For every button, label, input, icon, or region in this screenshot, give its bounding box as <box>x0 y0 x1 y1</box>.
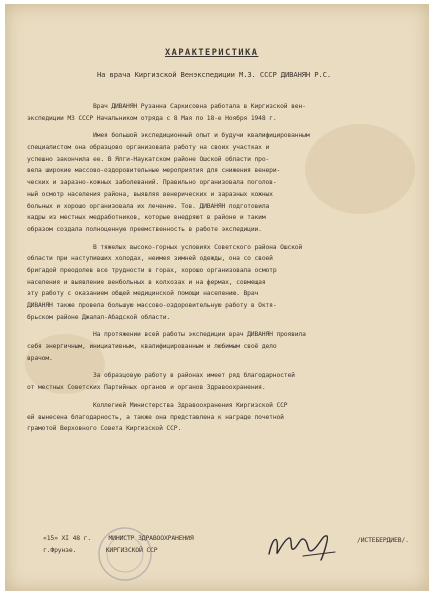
text-line: В тяжелых высоко-горных условиях Советского района Ошской <box>93 243 303 251</box>
approved-name: /ИСТЕБЕРДИЕВ/. <box>357 536 409 544</box>
text-line: от местных Советских Партийных органов и органов Здравоохранения. <box>27 384 266 392</box>
text-line: грамотой Верховного Совета Киргизской ССР. <box>27 425 182 433</box>
paragraph <box>27 329 419 364</box>
document-footer <box>43 532 194 556</box>
text-line: успешно закончила ее. В Ялги-Наукатском районе Ошской области про- <box>27 155 270 163</box>
paragraph <box>27 370 419 393</box>
text-line: Имея большой экспедиционный опыт и будучи квалифицированным <box>93 132 310 140</box>
handwritten-signature <box>263 526 343 571</box>
paragraph <box>27 242 419 324</box>
document-sheet <box>5 4 429 591</box>
text-line: эту работу с оказанием общей медицинской помощи населению. Врач <box>27 290 259 298</box>
text-line: населения и выявление венбольных в колхозах и на фермах, совмещая <box>27 278 266 286</box>
text-line: себя энергичным, инициативным, квалифицированным и любимым своё дело <box>27 343 277 351</box>
text-line: вела широкие массово-оздоровительные мероприятия для снижения венери- <box>27 167 281 175</box>
text-line: кадры из местных медработников, которые внедряют в районе и таким <box>27 214 266 222</box>
text-line: Врач ДИВАНЯН Рузанна Саркисовна работала в Киргизской вен- <box>93 103 306 110</box>
footer-city: г.Фрунзе. <box>43 546 77 554</box>
text-line: Коллегией Министерства Здравоохранения Киргизской ССР <box>93 401 288 409</box>
text-line: брьском районе Джалал-Абадской области. <box>27 313 171 321</box>
paragraph <box>27 130 419 235</box>
text-line: бригадой преодолев все трудности в горах, хорошо организовала осмотр <box>27 266 277 274</box>
paragraph <box>27 400 419 435</box>
text-line: экспедиции МЗ СССР Начальником отряда с 8 Мая по 18-е Ноября 1948 г. <box>27 114 277 122</box>
paragraph <box>27 101 419 124</box>
signature-icon <box>263 526 343 566</box>
text-line: области при наступивших холодах, неимея зимней одежды, она со своей <box>27 255 273 263</box>
footer-position-line2: КИРГИЗСКОЙ ССР <box>105 546 158 554</box>
document-body <box>27 101 419 435</box>
footer-position-line1: МИНИСТР ЗДРАВООХРАНЕНИЯ <box>108 534 194 542</box>
text-line: ДИВАНЯН также провела большую массово-оздоровительную работу в Октя- <box>27 302 277 309</box>
document-title: ХАРАКТЕРИСТИКА <box>165 48 259 58</box>
text-line: ей вынесена благодарность, а также она представлена к награде почетной <box>27 413 284 421</box>
text-line: ный осмотр населения района, выявляя венерических и заразных кожных <box>27 190 273 198</box>
text-line: врачом. <box>27 354 53 362</box>
text-line: За образцовую работу в районах имеет ряд благодарностей <box>93 372 295 380</box>
text-line: больных и хорошо организовала их лечение. Тов. ДИВАНЯН подготовила <box>27 202 270 210</box>
text-line: специалистом она образцово организовала работу на своих участках и <box>27 144 270 152</box>
footer-date: «15» XI 48 г. <box>43 534 92 542</box>
text-line: На протяжении всей работы экспедиции врач ДИВАНЯН проявила <box>93 331 306 339</box>
document-subtitle: На врача Киргизской Венэкспедиции М.З. СССР ДИВАНЯН Р.С. <box>97 70 331 79</box>
text-line: ческих и заразно-кожных заболеваний. Правильно организовала поголов- <box>27 179 277 187</box>
text-line: образом создала полноценную преемственность в работе экспедиции. <box>27 225 262 233</box>
